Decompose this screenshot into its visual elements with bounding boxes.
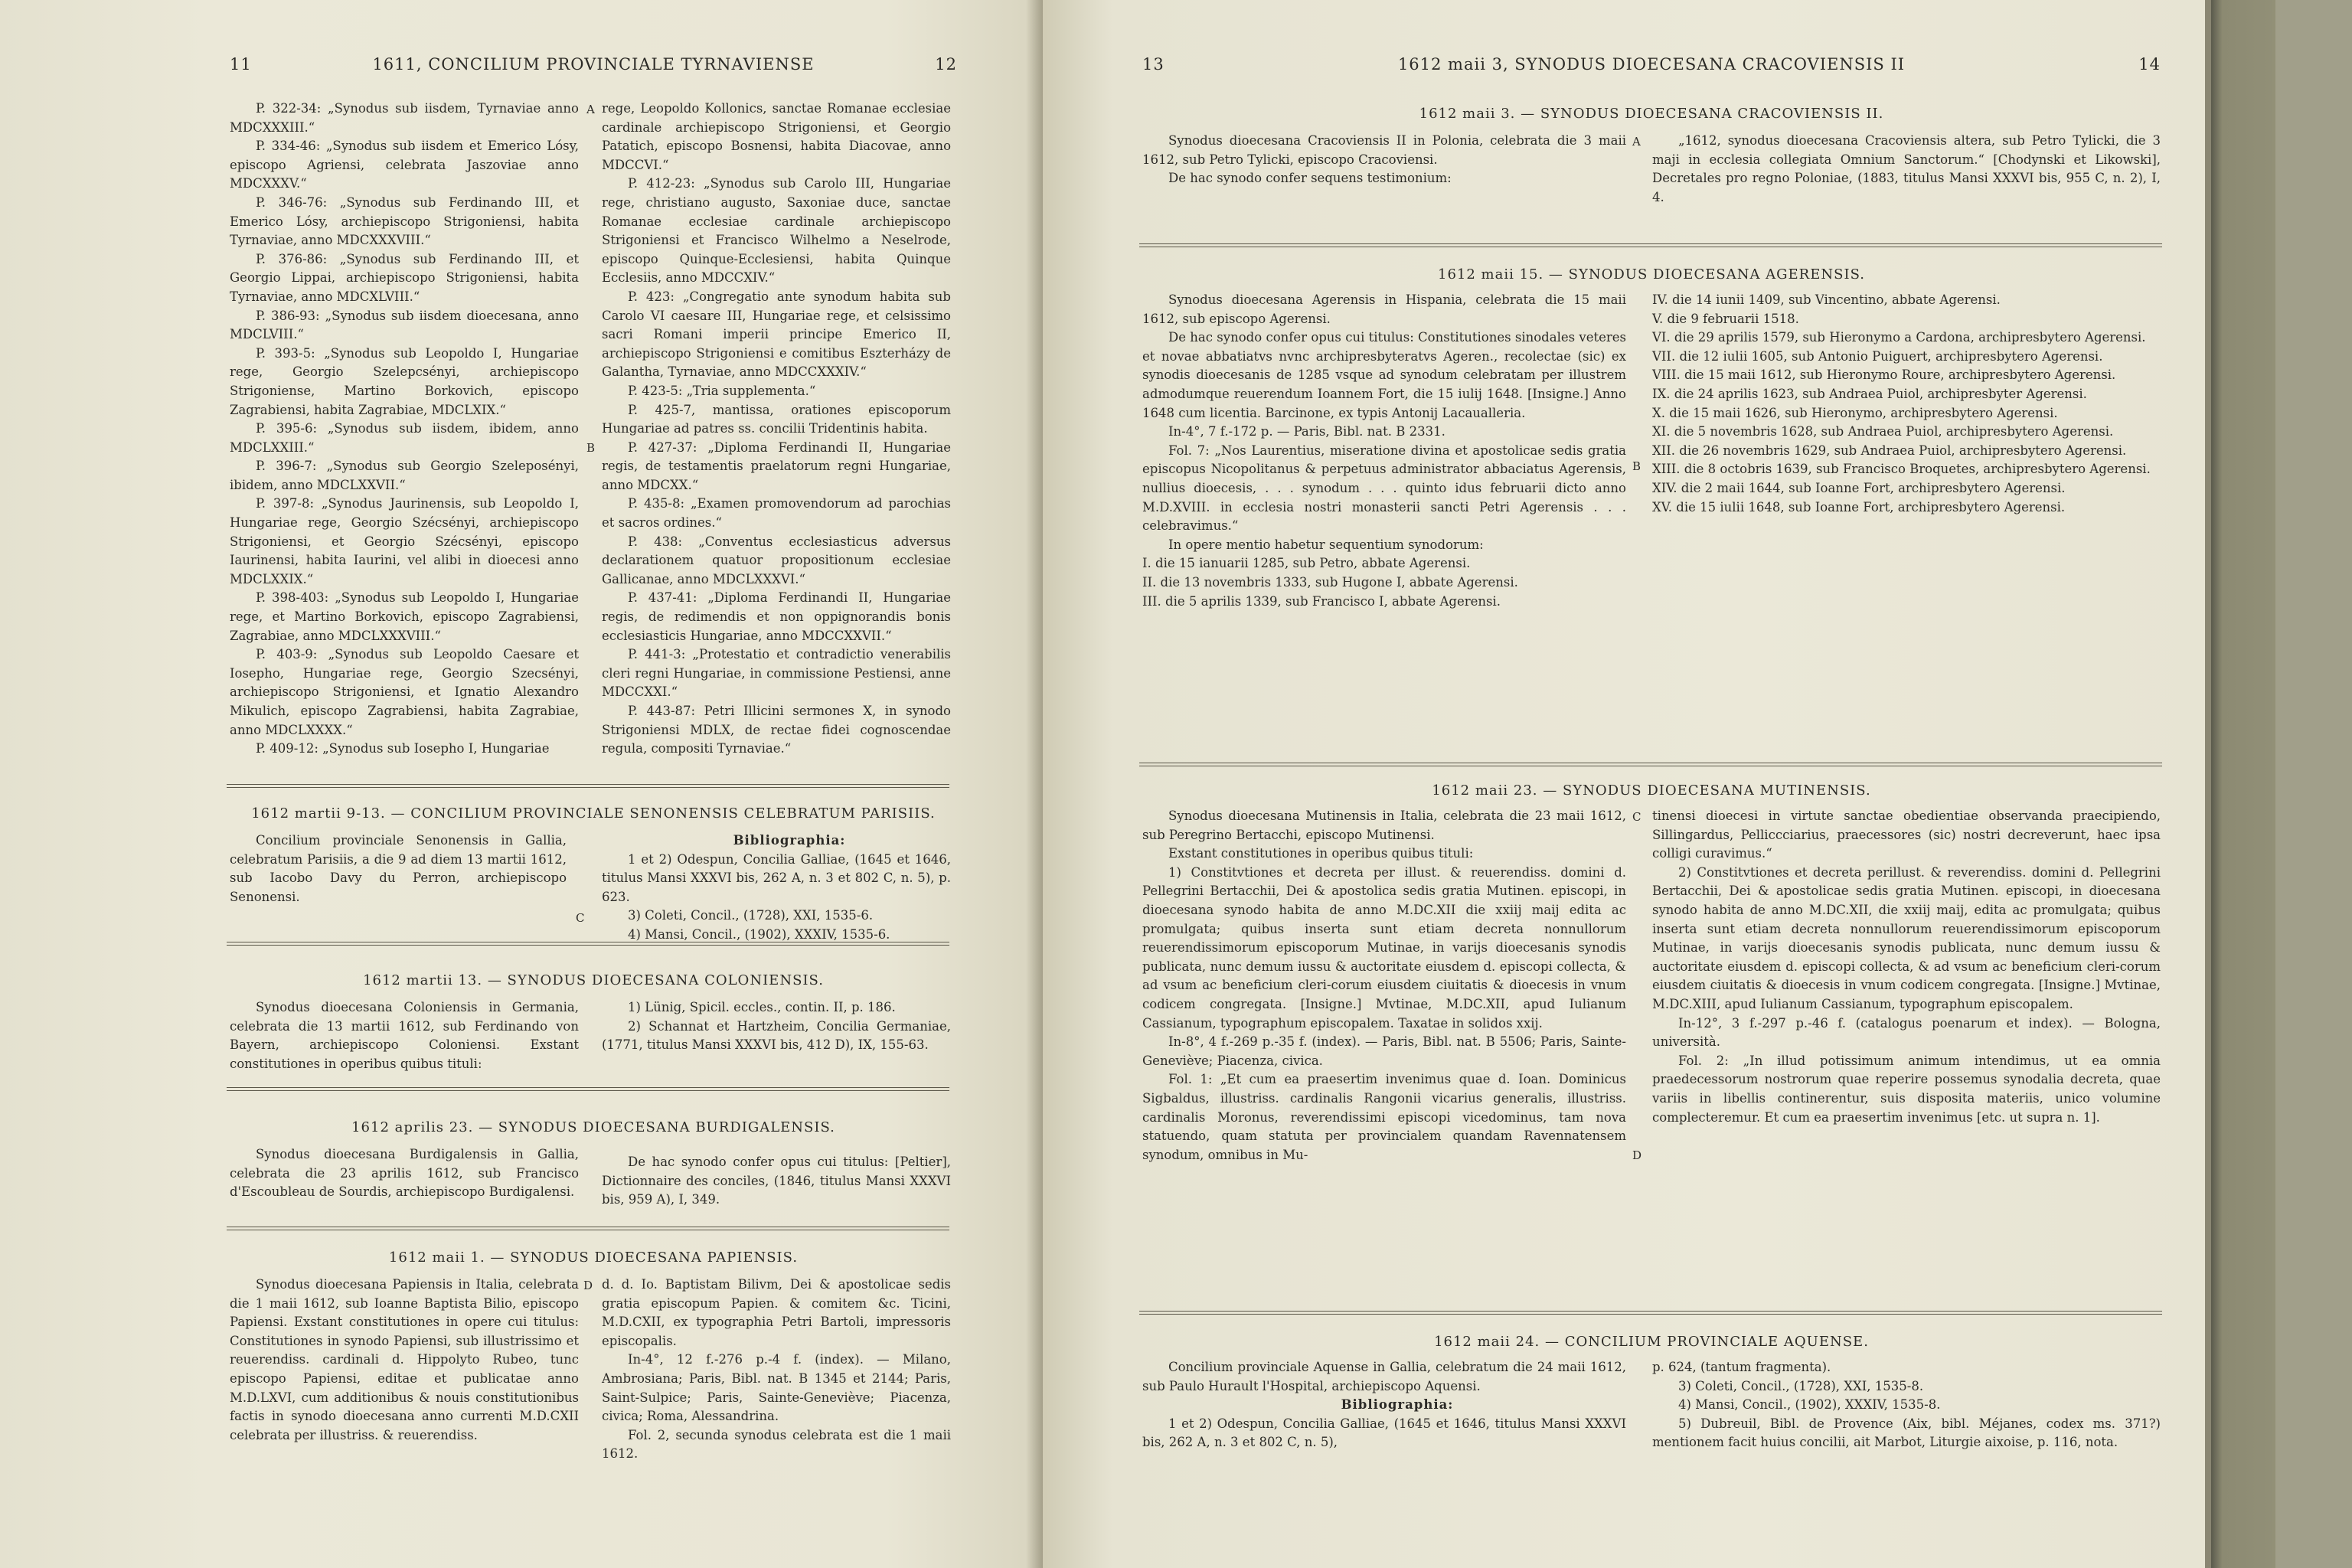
entry: P. 412-23: „Synodus sub Carolo III, Hungariae rege, christiano augusto, Saxoniae duce, sanctae Romanae ecclesiae cardinale archiepiscopo Strigoniensi et Francisco Wilhelmo a Neselrode, episcopo Quinque-Ecclesiensi, habita Quinque Ecclesiis, anno MDCCXIV.“ xyxy=(602,176,951,286)
section-text: Fol. 7: „Nos Laurentius, miseratione divina et apostolicae sedis gratia episcopus Nicopolitanus & perpetuus administrator abbaciatus Agerensis, nullius dioecesis, . . . synodum . . . quinto idus februarii dicto anno M.D.XVIII. in ecclesia nostri monasterii sancti Petri Agerensis . . . celebravimus.“ xyxy=(1142,443,1626,534)
section-text: In-12°, 3 f.-297 p.-46 f. (catalogus poenarum et index). — Bologna, università. xyxy=(1652,1015,2161,1050)
entry: rege, Leopoldo Kollonics, sanctae Romanae ecclesiae cardinale archiepiscopo Strigoniensi, et Georgio Patatich, episcopo Bosnensi, habita Diacovae, anno MDCCVI.“ xyxy=(602,101,951,172)
section-text: Fol. 2: „In illud potissimum animum intendimus, ut ea omnia praedecessorum nostrorum quae reperire possemus synodalia decreta, quae variis in libellis continerentur, suis disposita materiis, unico volumine complecteremur. Et cum ea praesertim invenimus [etc. ut supra n. 1]. xyxy=(1652,1053,2161,1125)
margin-mark: D xyxy=(1632,1148,1642,1162)
running-title: 1612 maii 3, SYNODUS DIOECESANA CRACOVIENSIS II xyxy=(1397,55,1906,74)
entry: P. 346-76: „Synodus sub Ferdinando III, et Emerico Lósy, archiepiscopo Strigoniensi, habita Tyrnaviae, anno MDCXXXVIII.“ xyxy=(230,194,579,248)
margin-mark: C xyxy=(1632,810,1642,824)
section-rule xyxy=(227,942,949,946)
entry: P. 409-12: „Synodus sub Iosepho I, Hungariae xyxy=(256,741,550,756)
section-text: Exstant constitutiones in operibus quibus tituli: xyxy=(1168,846,1474,861)
bibliography-item: De hac synodo confer opus cui titulus: [Peltier], Dictionnaire des conciles, (1846, titulus Mansi XXXVI bis, 959 A), I, 349. xyxy=(602,1155,951,1207)
synod-item: III. die 5 aprilis 1339, sub Francisco I, abbate Agerensi. xyxy=(1142,593,1501,609)
section-title: 1612 maii 23. — SYNODUS DIOECESANA MUTINENSIS. xyxy=(1432,782,1871,799)
section-body-right xyxy=(602,1153,951,1210)
section-body-right xyxy=(1652,291,2161,517)
margin-mark: D xyxy=(583,1279,593,1292)
bibliography-heading: Bibliographia: xyxy=(733,833,846,848)
entry: P. 437-41: „Diploma Ferdinandi II, Hungariae regis, de redimendis et non oppignorandis bonis ecclesiasticis Hungariae, anno MDCCXXVII.“ xyxy=(602,590,951,643)
entry: P. 435-8: „Examen promovendorum ad parochias et sacros ordines.“ xyxy=(602,496,951,531)
section-text: Concilium provinciale Senonensis in Gallia, celebratum Parisiis, a die 9 ad diem 13 martii 1612, sub Iacobo Davy du Perron, archiepiscopo Senonensi. xyxy=(230,833,567,904)
section-text: Fol. 1: „Et cum ea praesertim invenimus quae d. Ioan. Dominicus Sigbaldus, illustriss. cardinalis Rangonii vicarius generalis, illustriss. cardinalis Moronus, reverendissimi episcopi vicedominus, tam nova statuendo, quam statuta per provincialem quandam Ravennatensem synodum, omnibus in Mu- xyxy=(1142,1072,1626,1162)
section-text: In-8°, 4 f.-269 p.-35 f. (index). — Paris, Bibl. nat. B 5506; Paris, Sainte-Geneviève; Piacenza, civica. xyxy=(1142,1034,1626,1068)
section-rule xyxy=(1139,243,2162,247)
synod-item: V. die 9 februarii 1518. xyxy=(1652,311,1799,326)
section-text: De hac synodo confer sequens testimonium: xyxy=(1168,171,1452,186)
page-number: 13 xyxy=(1142,55,1165,74)
synod-item: XV. die 15 iulii 1648, sub Ioanne Fort, archipresbytero Agerensi. xyxy=(1652,499,2066,514)
section-body-left xyxy=(230,831,567,906)
synod-item: X. die 15 maii 1626, sub Hieronymo, archipresbytero Agerensi. xyxy=(1652,405,2058,420)
section-text: Synodus dioecesana Burdigalensis in Gallia, celebrata die 23 aprilis 1612, sub Francisco d'Escoubleau de Sourdis, archiepiscopo Burdigalensi. xyxy=(230,1147,579,1200)
entry: P. 423: „Congregatio ante synodum habita sub Carolo VI caesare III, Hungariae rege, et celsissimo sacri Romani imperii principe Emerico II, archiepiscopo Strigoniensi e comitibus Eszterházy de Galantha, Tyrnaviae, anno MDCCXXXIV.“ xyxy=(602,289,951,380)
bibliography-item: 3) Coleti, Concil., (1728), XXI, 1535-8. xyxy=(1678,1378,1924,1393)
section-text: Synodus dioecesana Cracoviensis II in Polonia, celebrata die 3 maii 1612, sub Petro Tylicki, episcopo Cracoviensi. xyxy=(1142,133,1626,167)
entry: P. 441-3: „Protestatio et contradictio venerabilis cleri regni Hungariae, in commissione Pestiensi, anne MDCCXXI.“ xyxy=(602,647,951,700)
entry: P. 396-7: „Synodus sub Georgio Szeleposényi, ibidem, anno MDCLXXVII.“ xyxy=(230,459,579,492)
bibliography-item: 4) Mansi, Concil., (1902), XXXIV, 1535-8. xyxy=(1678,1397,1941,1413)
section-text: In-4°, 12 f.-276 p.-4 f. (index). — Milano, Ambrosiana; Paris, Bibl. nat. B 1345 et 2144; Paris, Saint-Sulpice; Paris, Sainte-Geneviève; Piacenza, civica; Roma, Alessandrina. xyxy=(602,1352,951,1424)
section-rule xyxy=(227,1227,949,1230)
section-body-left xyxy=(1142,807,1626,1165)
section-text: Synodus dioecesana Mutinensis in Italia, celebrata die 23 maii 1612, sub Peregrino Bertacchi, episcopo Mutinensi. xyxy=(1142,808,1626,842)
entry: P. 397-8: „Synodus Jaurinensis, sub Leopoldo I, Hungariae rege, Georgio Szécsényi, archiepiscopo Strigoniensi, et Georgio Szécsényi, episcopo Iaurinensi, habita Iaurini, vel alibi in dioecesi anno MDCLXXIX.“ xyxy=(230,496,579,586)
section-body-right xyxy=(602,1276,951,1464)
right-page xyxy=(1043,0,2205,1568)
right-running-head xyxy=(1142,55,2161,78)
synod-item: XIV. die 2 maii 1644, sub Ioanne Fort, archipresbytero Agerensi. xyxy=(1652,480,2066,495)
section-body-left xyxy=(230,1145,579,1202)
section-body-left xyxy=(1142,132,1626,188)
section-title: 1612 maii 15. — SYNODUS DIOECESANA AGERENSIS. xyxy=(1438,266,1865,283)
entry: P. 443-87: Petri Illicini sermones X, in synodo Strigoniensi MDLX, de rectae fidei cognoscendae regula, compositi Tyrnaviae.“ xyxy=(602,704,951,756)
margin-mark: C xyxy=(576,911,585,925)
left-page xyxy=(0,0,1043,1568)
section-title: 1612 maii 3. — SYNODUS DIOECESANA CRACOVIENSIS II. xyxy=(1419,106,1884,122)
section-body-left xyxy=(230,998,579,1073)
left-col2 xyxy=(602,100,951,759)
entry: P. 403-9: „Synodus sub Leopoldo Caesare et Iosepho, Hungariae rege, Georgio Szecsényi, archiepiscopo Strigoniensi, et Ignatio Alexandro Mikulich, episcopo Zagrabiensi, habita Zagrabiae, anno MDCLXXXX.“ xyxy=(230,647,579,737)
synod-item: I. die 15 ianuarii 1285, sub Petro, abbate Agerensi. xyxy=(1142,556,1471,571)
section-title: 1612 martii 13. — SYNODUS DIOECESANA COLONIENSIS. xyxy=(363,972,824,988)
bibliography-item: 2) Schannat et Hartzheim, Concilia Germaniae, (1771, titulus Mansi XXXVI bis, 412 D), IX, 155-63. xyxy=(602,1018,951,1053)
section-rule xyxy=(227,1087,949,1091)
section-text: Synodus dioecesana Agerensis in Hispania, celebrata die 15 maii 1612, sub episcopo Agerensi. xyxy=(1142,292,1626,326)
section-rule xyxy=(227,784,949,788)
section-body-left xyxy=(1142,1358,1626,1452)
section-body-right xyxy=(602,998,951,1055)
section-body-right xyxy=(1652,132,2161,207)
section-text: Synodus dioecesana Papiensis in Italia, celebrata die 1 maii 1612, sub Ioanne Baptista Bilio, episcopo Papiensi. Exstant constitutiones in opere cui titulus: Constitutiones in synodo Papiensi, sub illustrissimo et reuerendiss. cardinali d. Hippolyto Rubeo, tunc episcopo Papiensi, editae et publicatae anno M.D.LXVI, cum additionibus & nouis constitutionibus factis in synodo dioecesana anno currenti M.D.CXII celebrata per illustriss. & reuerendiss. xyxy=(230,1277,579,1442)
margin-mark: B xyxy=(586,441,596,455)
synod-item: IV. die 14 iunii 1409, sub Vincentino, abbate Agerensi. xyxy=(1652,292,2001,307)
entry: P. 322-34: „Synodus sub iisdem, Tyrnaviae anno MDCXXXIII.“ xyxy=(230,101,579,135)
entry: P. 438: „Conventus ecclesiasticus adversus declarationem quatuor propositionum ecclesiae Gallicanae, anno MDCLXXXVI.“ xyxy=(602,534,951,586)
section-text: Fol. 2, secunda synodus celebrata est die 1 maii 1612. xyxy=(602,1427,951,1462)
section-text: tinensi dioecesi in virtute sanctae obedientiae observanda praecipiendo, Sillingardus, Pelliccciarius, praecessores (sic) nostri decreverunt, haec ipsa colligi curavimus.“ xyxy=(1652,808,2161,861)
synod-item: XII. die 26 novembris 1629, sub Andraea Puiol, archipresbytero Agerensi. xyxy=(1652,443,2127,458)
entry: P. 395-6: „Synodus sub iisdem, ibidem, anno MDCLXXIII.“ xyxy=(230,421,579,455)
synod-item: VIII. die 15 maii 1612, sub Hieronymo Roure, archipresbytero Agerensi. xyxy=(1652,368,2116,383)
bibliography-item: 4) Mansi, Concil., (1902), XXXIV, 1535-6. xyxy=(628,926,890,942)
section-body-right xyxy=(1652,1358,2161,1452)
synod-item: IX. die 24 aprilis 1623, sub Andraea Puiol, archipresbyter Agerensi. xyxy=(1652,386,2087,401)
synod-item: VII. die 12 iulii 1605, sub Antonio Puiguert, archipresbytero Agerensi. xyxy=(1652,348,2103,364)
bibliography-item: p. 624, (tantum fragmenta). xyxy=(1652,1360,1831,1374)
bibliography-heading: Bibliographia: xyxy=(1341,1397,1454,1413)
section-body-left xyxy=(230,1276,579,1445)
synod-item: XIII. die 8 octobris 1639, sub Francisco Broquetes, archipresbytero Agerensi. xyxy=(1652,462,2151,477)
book-cover-edge xyxy=(2211,0,2352,1568)
bibliography-item: 5) Dubreuil, Bibl. de Provence (Aix, bibl. Méjanes, codex ms. 371?) mentionem facit huius concilii, ait Marbot, Liturgie aixoise, p. 116, nota. xyxy=(1652,1416,2161,1450)
section-text: De hac synodo confer opus cui titulus: Constitutiones sinodales veteres et novae abbatiatvs nvnc archipresbyteratvs Ageren., recolectae (sic) ex synodis dioecesanis de 1285 vsque ad synodum celebratam per illustrem admodumque reuerendum Ioannem Fort, die 15 iulij 1648. [Insigne.] Anno 1648 cum licentia. Barcinone, ex typis Antonij Lacaualleria. xyxy=(1142,330,1626,420)
entry: P. 386-93: „Synodus sub iisdem dioecesana, anno MDCLVIII.“ xyxy=(230,308,579,342)
section-text: In opere mentio habetur sequentium synodorum: xyxy=(1168,537,1484,552)
bibliography-item: 1 et 2) Odespun, Concilia Galliae, (1645 et 1646, titulus Mansi XXXVI bis, 262 A, n. 3 et 802 C, n. 5), p. 623. xyxy=(602,851,951,904)
section-text: In-4°, 7 f.-172 p. — Paris, Bibl. nat. B 2331. xyxy=(1168,424,1446,439)
entry: P. 376-86: „Synodus sub Ferdinando III, et Georgio Lippai, archiepiscopo Strigoniensi, habita Tyrnaviae, anno MDCXLVIII.“ xyxy=(230,251,579,304)
margin-mark: A xyxy=(586,103,595,116)
page-block-edge xyxy=(2205,0,2211,1568)
section-text: d. d. Io. Baptistam Bilivm, Dei & apostolicae sedis gratia episcopum Papien. & comitem &c. Ticini, M.D.CXII, ex typographia Petri Bartoli, impressoris episcopalis. xyxy=(602,1277,951,1348)
section-rule xyxy=(1139,1311,2162,1315)
bibliography-item: 1) Lünig, Spicil. eccles., contin. II, p. 186. xyxy=(628,1000,896,1014)
synod-item: VI. die 29 aprilis 1579, sub Hieronymo a Cardona, archipresbytero Agerensi. xyxy=(1652,330,2146,345)
entry: P. 393-5: „Synodus sub Leopoldo I, Hungariae rege, Georgio Szelepcsényi, archiepiscopo Strigoniense, Martino Borkovich, episcopo Zagrabiensi, habita Zagrabiae, MDCLXIX.“ xyxy=(230,345,579,417)
section-body-right xyxy=(602,831,951,945)
section-body-right xyxy=(1652,807,2161,1127)
section-rule xyxy=(1139,763,2162,766)
entry: P. 425-7, mantissa, orationes episcoporum Hungariae ad patres ss. concilii Tridentinis habita. xyxy=(602,402,951,436)
page-number: 14 xyxy=(2138,55,2161,74)
section-text: „1612, synodus dioecesana Cracoviensis altera, sub Petro Tylicki, die 3 maji in ecclesia collegiata Omnium Sanctorum.“ [Chodynski et Likowski], Decretales pro regno Poloniae, (1883, titulus Mansi XXXVI bis, 955 C, n. 2), I, 4. xyxy=(1652,133,2161,204)
left-col1 xyxy=(230,100,579,759)
entry: P. 423-5: „Tria supplementa.“ xyxy=(628,383,816,398)
synod-item: II. die 13 novembris 1333, sub Hugone I, abbate Agerensi. xyxy=(1142,574,1518,590)
running-title: 1611, CONCILIUM PROVINCIALE TYRNAVIENSE xyxy=(372,55,815,74)
section-text: Synodus dioecesana Coloniensis in Germania, celebrata die 13 martii 1612, sub Ferdinando von Bayern, archiepiscopo Coloniensi. Exstant constitutiones in operibus quibus tituli: xyxy=(230,1000,579,1071)
section-text: 1) Constitvtiones et decreta per illust. & reuerendiss. domini d. Pellegrini Bertacchii, Dei & apostolica sedis gratia Mutinen. episcopi, in dioecesana synodo habita de anno M.DC.XII die xxiij maij edita ac promulgata; quibus inserta sunt etiam decreta nonnullorum reuerendissimorum episcoporum Mutinae, in varijs dioecesanis synodis publicata, nunc demum iussu & auctoritate eiusdem d. episcopi collecta, & ad vsum ac beneficium cleri-corum eiusdem ciuitatis & dioecesis in vnum codicem congregata. [Insigne.] Mvtinae, M.DC.XII, apud Iulianum Cassianum, typographum episcopalem. Taxatae in solidos xxij. xyxy=(1142,864,1626,1031)
bibliography-item: 3) Coleti, Concil., (1728), XXI, 1535-6. xyxy=(628,908,874,923)
section-title: 1612 maii 1. — SYNODUS DIOECESANA PAPIENSIS. xyxy=(388,1250,799,1266)
section-body-left xyxy=(1142,291,1626,611)
entry: P. 334-46: „Synodus sub iisdem et Emerico Lósy, episcopo Agriensi, celebrata Jaszoviae anno MDCXXXV.“ xyxy=(230,139,579,191)
page-number: 11 xyxy=(230,55,252,74)
section-text: 2) Constitvtiones et decreta perillust. & reverendiss. domini d. Pellegrini Bertacchii, Dei & apostolicae sedis gratia Mutinen. episcopi, in dioecesana synodo habita de anno M.DC.XII, die xxiij maij, edita ac promulgata; quibus inserta sunt etiam decreta nonnullorum reuerendissimorum episcoporum Mutinae, in varijs dioecesanis synodis publicata, nunc demum iussu & auctoritate eiusdem d. episcopi collecta, & ad vsum ac beneficium cleri-corum eiusdem ciuitatis & dioecesis in vnum codicem congregata. [Insigne.] Mvtinae, M.DC.XIII, apud Iulianum Cassianum, typographum episcopalem. xyxy=(1652,864,2161,1011)
margin-mark: B xyxy=(1632,459,1642,473)
section-title: 1612 aprilis 23. — SYNODUS DIOECESANA BURDIGALENSIS. xyxy=(351,1119,835,1135)
section-title: 1612 martii 9-13. — CONCILIUM PROVINCIALE SENONENSIS CELEBRATUM PARISIIS. xyxy=(251,805,936,822)
entry: P. 427-37: „Diploma Ferdinandi II, Hungariae regis, de testamentis praelatorum regni Hungariae, anno MDCXX.“ xyxy=(602,439,951,492)
margin-mark: A xyxy=(1632,135,1641,149)
page-number: 12 xyxy=(935,55,957,74)
bibliography-item: 1 et 2) Odespun, Concilia Galliae, (1645 et 1646, titulus Mansi XXXVI bis, 262 A, n. 3 et 802 C, n. 5), xyxy=(1142,1416,1626,1450)
section-title: 1612 maii 24. — CONCILIUM PROVINCIALE AQUENSE. xyxy=(1434,1334,1869,1350)
entry: P. 398-403: „Synodus sub Leopoldo I, Hungariae rege, et Martino Borkovich, episcopo Zagrabiensi, Zagrabiae, anno MDCLXXXVIII.“ xyxy=(230,590,579,643)
left-running-head xyxy=(230,55,957,78)
synod-item: XI. die 5 novembris 1628, sub Andraea Puiol, archipresbytero Agerensi. xyxy=(1652,424,2114,439)
section-text: Concilium provinciale Aquense in Gallia, celebratum die 24 maii 1612, sub Paulo Hurault l'Hospital, archiepiscopo Aquensi. xyxy=(1142,1360,1626,1393)
